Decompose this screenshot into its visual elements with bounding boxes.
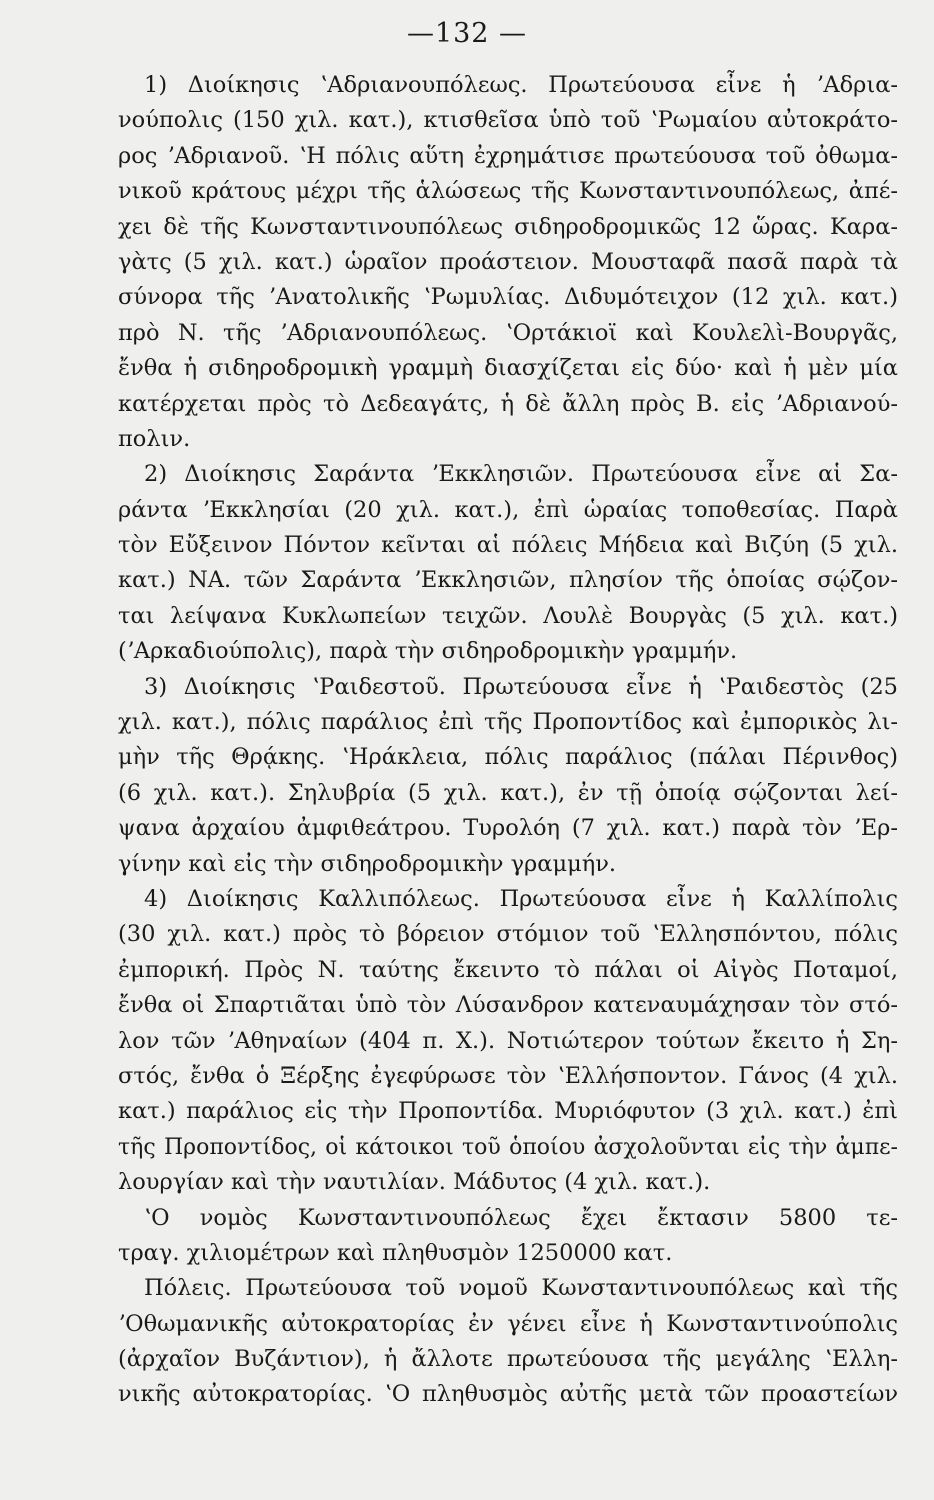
text-line: 1) Διοίκησις ʽΑδριανουπόλεως. Πρωτεύουσα εἶνε ἡ ʼΑδρια- bbox=[144, 72, 898, 98]
text-line: ται λείψανα Κυκλωπείων τειχῶν. Λουλὲ Βουργὰς (5 χιλ. κατ.) bbox=[118, 602, 898, 629]
text-line: κατ.) παράλιος εἰς τὴν Προποντίδα. Μυριόφυτον (3 χιλ. κατ.) ἐπὶ bbox=[118, 1098, 898, 1125]
text-line: ʼΟθωμανικῆς αὐτοκρατορίας ἐν γένει εἶνε ἡ Κωνσταντινούπολις bbox=[118, 1310, 898, 1337]
text-line: ρος ʼΑδριανοῦ. ʽΗ πόλις αὕτη ἐχρημάτισε πρωτεύουσα τοῦ ὀθωμα- bbox=[118, 142, 898, 169]
page-body-text bbox=[118, 68, 898, 1413]
text-line: τῆς Προποντίδος, οἱ κάτοικοι τοῦ ὁποίου ἀσχολοῦνται εἰς τὴν ἀμπε- bbox=[118, 1134, 898, 1160]
text-line: πρὸ Ν. τῆς ʼΑδριανουπόλεως. ʽΟρτάκιοϊ καὶ Κουλελὶ-Βουργᾶς, bbox=[118, 319, 898, 346]
text-line: νικῆς αὐτοκρατορίας. ʽΟ πληθυσμὸς αὐτῆς μετὰ τῶν προαστείων bbox=[118, 1381, 898, 1408]
text-line: (30 χιλ. κατ.) πρὸς τὸ βόρειον στόμιον τοῦ ʽΕλλησπόντου, πόλις bbox=[118, 921, 898, 948]
text-line: λουργίαν καὶ τὴν ναυτιλίαν. Μάδυτος (4 χιλ. κατ.). bbox=[118, 1169, 711, 1196]
text-line: τραγ. χιλιομέτρων καὶ πληθυσμὸν 1250000 κατ. bbox=[118, 1239, 673, 1266]
text-line: γίνην καὶ εἰς τὴν σιδηροδρομικὴν γραμμήν. bbox=[118, 850, 617, 877]
text-line: Πόλεις. Πρωτεύουσα τοῦ νομοῦ Κωνσταντινουπόλεως καὶ τῆς bbox=[144, 1275, 898, 1302]
text-line: χει δὲ τῆς Κωνσταντινουπόλεως σιδηροδρομικῶς 12 ὥρας. Καρα- bbox=[118, 213, 898, 240]
text-line: ἐμπορική. Πρὸς Ν. ταύτης ἔκειντο τὸ πάλαι οἱ Αἰγὸς Ποταμοί, bbox=[118, 956, 898, 983]
text-line: νούπολις (150 χιλ. κατ.), κτισθεῖσα ὑπὸ τοῦ ʽΡωμαίου αὐτοκράτο- bbox=[118, 107, 898, 134]
text-line: 3) Διοίκησις ʽΡαιδεστοῦ. Πρωτεύουσα εἶνε ἡ ʽΡαιδεστὸς (25 bbox=[144, 673, 898, 700]
text-line: χιλ. κατ.), πόλις παράλιος ἐπὶ τῆς Προποντίδος καὶ ἐμπορικὸς λι- bbox=[118, 709, 898, 736]
text-line: λον τῶν ʼΑθηναίων (404 π. Χ.). Νοτιώτερον τούτων ἔκειτο ἡ Ση- bbox=[118, 1027, 898, 1054]
text-line: ἔνθα ἡ σιδηροδρομικὴ γραμμὴ διασχίζεται εἰς δύο· καὶ ἡ μὲν μία bbox=[118, 355, 898, 382]
text-line: ἔνθα οἱ Σπαρτιᾶται ὑπὸ τὸν Λύσανδρον κατεναυμάχησαν τὸν στό- bbox=[118, 992, 898, 1019]
text-line: τὸν Εὔξεινον Πόντον κεῖνται αἱ πόλεις Μήδεια καὶ Βιζύη (5 χιλ. bbox=[118, 532, 898, 559]
text-line: (ʼΑρκαδιούπολις), παρὰ τὴν σιδηροδρομικὴν γραμμήν. bbox=[118, 638, 738, 665]
text-line: στός, ἔνθα ὁ Ξέρξης ἐγεφύρωσε τὸν ʽΕλλήσποντον. Γάνος (4 χιλ. bbox=[118, 1062, 898, 1089]
text-line: μὴν τῆς Θρᾴκης. ʽΗράκλεια, πόλις παράλιος (πάλαι Πέρινθος) bbox=[118, 744, 898, 771]
text-line: νικοῦ κράτους μέχρι τῆς ἁλώσεως τῆς Κωνσταντινουπόλεως, ἀπέ- bbox=[118, 178, 898, 205]
text-line: κατ.) ΝΑ. τῶν Σαράντα ʼΕκκλησιῶν, πλησίον τῆς ὁποίας σῴζον- bbox=[118, 567, 898, 594]
page-number: —132 — bbox=[406, 18, 528, 49]
text-line: (ἀρχαῖον Βυζάντιον), ἡ ἄλλοτε πρωτεύουσα τῆς μεγάλης ʽΕλλη- bbox=[118, 1346, 898, 1373]
text-line: 2) Διοίκησις Σαράντα ʼΕκκλησιῶν. Πρωτεύουσα εἶνε αἱ Σα- bbox=[144, 461, 898, 488]
text-line: 4) Διοίκησις Καλλιπόλεως. Πρωτεύουσα εἶνε ἡ Καλλίπολις bbox=[144, 885, 898, 912]
text-line: σύνορα τῆς ʼΑνατολικῆς ʽΡωμυλίας. Διδυμότειχον (12 χιλ. κατ.) bbox=[118, 284, 898, 311]
text-line: κατέρχεται πρὸς τὸ Δεδεαγάτς, ἡ δὲ ἄλλη πρὸς Β. εἰς ʼΑδριανού- bbox=[118, 390, 898, 417]
text-line: ράντα ʼΕκκλησίαι (20 χιλ. κατ.), ἐπὶ ὡραίας τοποθεσίας. Παρὰ bbox=[118, 496, 898, 523]
text-line: γὰτς (5 χιλ. κατ.) ὡραῖον προάστειον. Μουσταφᾶ πασᾶ παρὰ τὰ bbox=[118, 248, 898, 275]
text-line: (6 χιλ. κατ.). Σηλυβρία (5 χιλ. κατ.), ἐν τῇ ὁποίᾳ σῴζονται λεί- bbox=[118, 779, 898, 806]
text-line: ψανα ἀρχαίου ἀμφιθεάτρου. Τυρολόη (7 χιλ. κατ.) παρὰ τὸν ʼΕρ- bbox=[118, 815, 898, 842]
text-line: ʽΟ νομὸς Κωνσταντινουπόλεως ἔχει ἔκτασιν 5800 τε- bbox=[144, 1204, 898, 1231]
text-line: πολιν. bbox=[118, 425, 191, 452]
